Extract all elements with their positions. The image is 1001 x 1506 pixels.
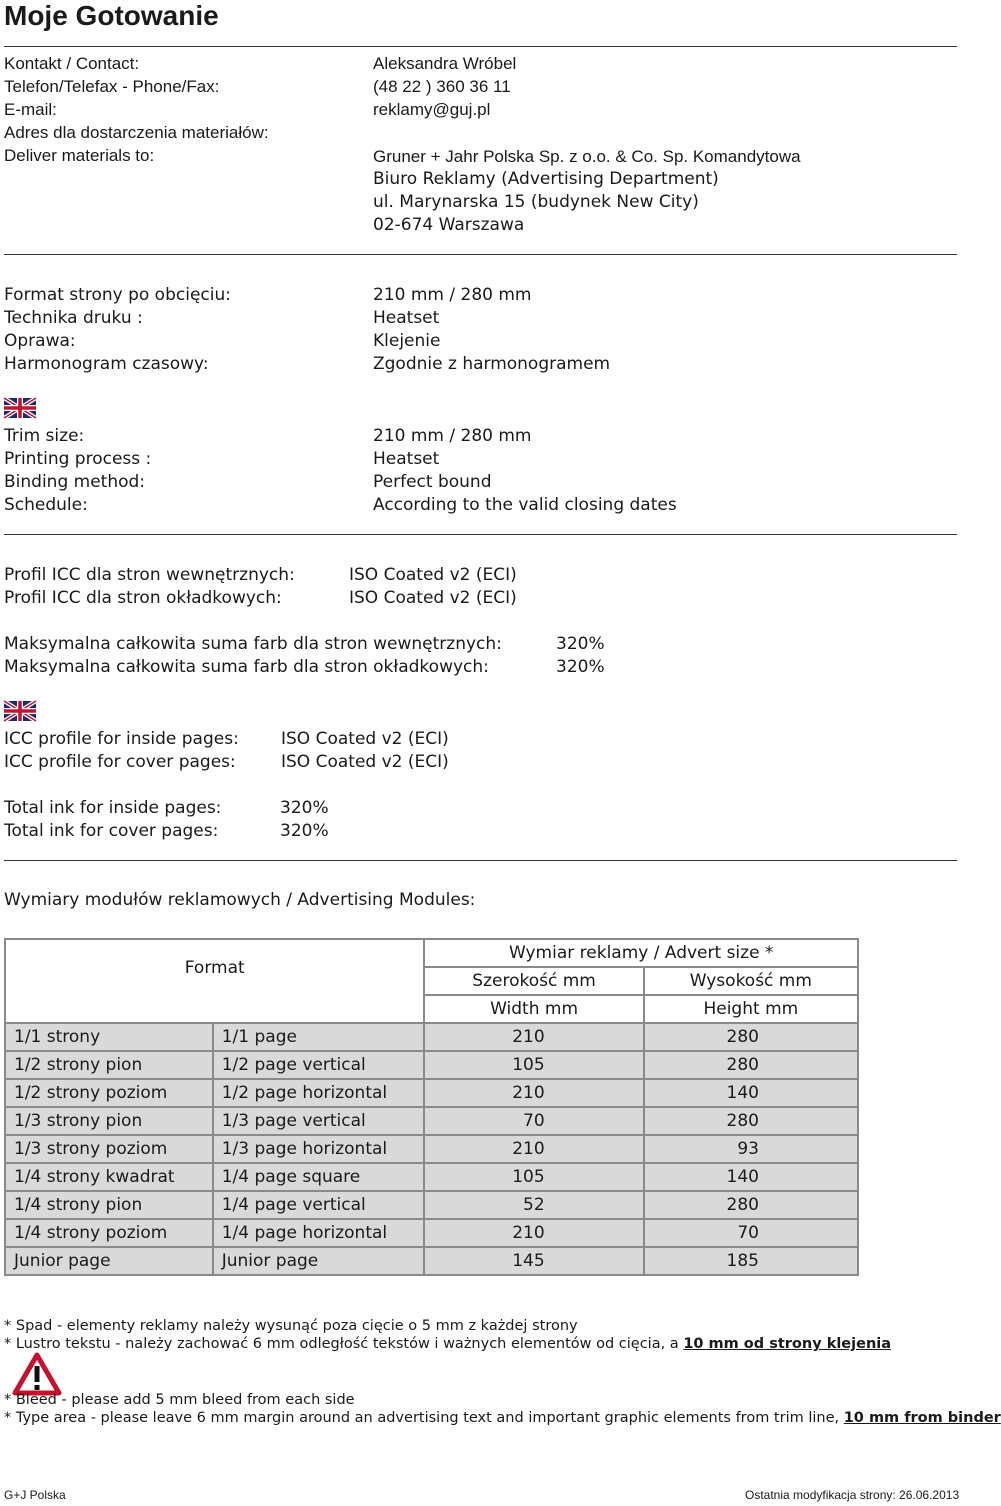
width-value: 105 <box>424 1051 643 1079</box>
height-value: 185 <box>644 1247 858 1275</box>
width-value: 210 <box>424 1023 643 1051</box>
divider <box>4 254 957 255</box>
delivery-address <box>373 145 801 237</box>
format-pl: 1/2 strony poziom <box>5 1079 213 1107</box>
ink-label: Total ink for inside pages: <box>4 798 222 818</box>
icc-label: ICC profile for cover pages: <box>4 752 236 772</box>
spec-value: 210 mm / 280 mm <box>373 285 532 305</box>
contact-label: Kontakt / Contact: <box>4 54 140 73</box>
specs-en-values <box>373 425 677 517</box>
icc-label: ICC profile for inside pages: <box>4 729 239 749</box>
note-text: * Lustro tekstu - należy zachować 6 mm odległość tekstów i ważnych elementów od cięcia, a <box>4 1336 684 1352</box>
format-header: Format <box>5 939 424 1023</box>
format-en: 1/3 page vertical <box>213 1107 425 1135</box>
page-title: Moje Gotowanie <box>4 0 219 31</box>
spec-label: Format strony po obcięciu: <box>4 285 231 305</box>
format-en: 1/1 page <box>213 1023 425 1051</box>
icc-pl-labels <box>4 564 295 610</box>
icc-en-labels <box>4 728 239 774</box>
table-row <box>5 1023 858 1051</box>
width-value: 210 <box>424 1135 643 1163</box>
ink-value: 320% <box>280 821 329 841</box>
height-value: 280 <box>644 1107 858 1135</box>
specs-pl-values <box>373 284 610 376</box>
address-line: Gruner + Jahr Polska Sp. z o.o. & Co. Sp. Komandytowa <box>373 147 801 166</box>
format-pl: 1/4 strony pion <box>5 1191 213 1219</box>
note-emphasis: 10 mm od strony klejenia <box>683 1336 892 1352</box>
specs-pl-labels <box>4 284 231 376</box>
spec-label: Harmonogram czasowy: <box>4 354 209 374</box>
note-type-area-pl <box>4 1335 891 1353</box>
format-pl: 1/4 strony poziom <box>5 1219 213 1247</box>
address-line: ul. Marynarska 15 (budynek New City) <box>373 192 699 212</box>
height-value: 140 <box>644 1079 858 1107</box>
spec-label: Oprawa: <box>4 331 76 351</box>
note-bleed-en: * Bleed - please add 5 mm bleed from each side <box>4 1392 355 1408</box>
divider <box>4 534 957 535</box>
spec-label: Technika druku : <box>4 308 143 328</box>
ink-pl-values <box>556 633 605 679</box>
width-value: 105 <box>424 1163 643 1191</box>
format-en: 1/4 page square <box>213 1163 425 1191</box>
table-row <box>5 1247 858 1275</box>
spec-value: 210 mm / 280 mm <box>373 426 532 446</box>
format-en: Junior page <box>213 1247 425 1275</box>
spec-label: Trim size: <box>4 426 85 446</box>
address-line: 02-674 Warszawa <box>373 215 525 235</box>
spec-label: Binding method: <box>4 472 146 492</box>
contact-labels <box>4 52 269 167</box>
spec-value: Zgodnie z harmonogramem <box>373 354 611 374</box>
divider <box>4 860 957 861</box>
width-value: 210 <box>424 1079 643 1107</box>
size-header: Wymiar reklamy / Advert size * <box>424 939 858 967</box>
height-value: 280 <box>644 1191 858 1219</box>
phone-label: Telefon/Telefax - Phone/Fax: <box>4 77 220 96</box>
icc-value: ISO Coated v2 (ECI) <box>281 752 449 772</box>
format-pl: 1/3 strony pion <box>5 1107 213 1135</box>
spec-value: According to the valid closing dates <box>373 495 677 515</box>
icc-label: Profil ICC dla stron okładkowych: <box>4 588 282 608</box>
contact-values <box>373 52 516 121</box>
warning-icon <box>12 1352 62 1396</box>
format-en: 1/4 page vertical <box>213 1191 425 1219</box>
spec-value: Klejenie <box>373 331 441 351</box>
address-label: Adres dla dostarczenia materiałów: <box>4 123 269 142</box>
table-row <box>5 1051 858 1079</box>
contact-name: Aleksandra Wróbel <box>373 54 517 73</box>
note-emphasis: 10 mm from binder <box>843 1410 1001 1426</box>
note-type-area-en <box>4 1409 1001 1427</box>
height-pl-header: Wysokość mm <box>644 967 858 995</box>
height-en-header: Height mm <box>644 995 858 1023</box>
spec-value: Heatset <box>373 308 440 328</box>
address-line: Biuro Reklamy (Advertising Department) <box>373 169 719 189</box>
height-value: 280 <box>644 1023 858 1051</box>
height-value: 280 <box>644 1051 858 1079</box>
modules-table <box>4 938 859 1276</box>
ink-value: 320% <box>556 634 605 654</box>
table-row <box>5 1191 858 1219</box>
height-value: 140 <box>644 1163 858 1191</box>
spec-label: Schedule: <box>4 495 88 515</box>
icc-value: ISO Coated v2 (ECI) <box>349 565 517 585</box>
email-label: E-mail: <box>4 100 57 119</box>
format-en: 1/2 page vertical <box>213 1051 425 1079</box>
format-en: 1/4 page horizontal <box>213 1219 425 1247</box>
format-en: 1/3 page horizontal <box>213 1135 425 1163</box>
format-pl: 1/1 strony <box>5 1023 213 1051</box>
format-pl: 1/4 strony kwadrat <box>5 1163 213 1191</box>
footer-publisher: G+J Polska <box>4 1488 66 1502</box>
ink-pl-labels <box>4 633 502 679</box>
ink-value: 320% <box>556 657 605 677</box>
icc-pl-values <box>349 564 517 610</box>
width-pl-header: Szerokość mm <box>424 967 643 995</box>
ink-label: Maksymalna całkowita suma farb dla stron wewnętrznych: <box>4 634 502 654</box>
table-row <box>5 1079 858 1107</box>
format-pl: 1/2 strony pion <box>5 1051 213 1079</box>
icc-label: Profil ICC dla stron wewnętrznych: <box>4 565 295 585</box>
table-row <box>5 1219 858 1247</box>
ink-value: 320% <box>280 798 329 818</box>
width-value: 210 <box>424 1219 643 1247</box>
ink-label: Total ink for cover pages: <box>4 821 219 841</box>
deliver-label: Deliver materials to: <box>4 146 155 165</box>
specs-en-labels <box>4 425 151 517</box>
footer-last-modified: Ostatnia modyfikacja strony: 26.06.2013 <box>745 1488 960 1502</box>
icc-value: ISO Coated v2 (ECI) <box>349 588 517 608</box>
contact-email[interactable]: reklamy@guj.pl <box>373 100 491 119</box>
divider <box>4 46 957 47</box>
contact-phone: (48 22 ) 360 36 11 <box>373 77 511 96</box>
icc-en-values <box>281 728 449 774</box>
spec-label: Printing process : <box>4 449 152 469</box>
icc-value: ISO Coated v2 (ECI) <box>281 729 449 749</box>
ink-en-labels <box>4 797 221 843</box>
width-en-header: Width mm <box>424 995 643 1023</box>
format-pl: 1/3 strony poziom <box>5 1135 213 1163</box>
ink-label: Maksymalna całkowita suma farb dla stron okładkowych: <box>4 657 489 677</box>
table-row <box>5 1135 858 1163</box>
format-en: 1/2 page horizontal <box>213 1079 425 1107</box>
modules-heading: Wymiary modułów reklamowych / Advertising Modules: <box>4 890 476 910</box>
note-bleed-pl: * Spad - elementy reklamy należy wysunąć poza cięcie o 5 mm z każdej strony <box>4 1318 578 1334</box>
spec-value: Perfect bound <box>373 472 492 492</box>
format-pl: Junior page <box>5 1247 213 1275</box>
ink-en-values <box>280 797 329 843</box>
uk-flag-icon <box>4 398 36 418</box>
table-row <box>5 1163 858 1191</box>
width-value: 70 <box>424 1107 643 1135</box>
width-value: 52 <box>424 1191 643 1219</box>
height-value: 93 <box>644 1135 858 1163</box>
uk-flag-icon <box>4 701 36 721</box>
height-value: 70 <box>644 1219 858 1247</box>
note-text: * Type area - please leave 6 mm margin around an advertising text and important graphic elements from trim line, <box>4 1410 844 1426</box>
spec-value: Heatset <box>373 449 440 469</box>
table-row <box>5 1107 858 1135</box>
width-value: 145 <box>424 1247 643 1275</box>
